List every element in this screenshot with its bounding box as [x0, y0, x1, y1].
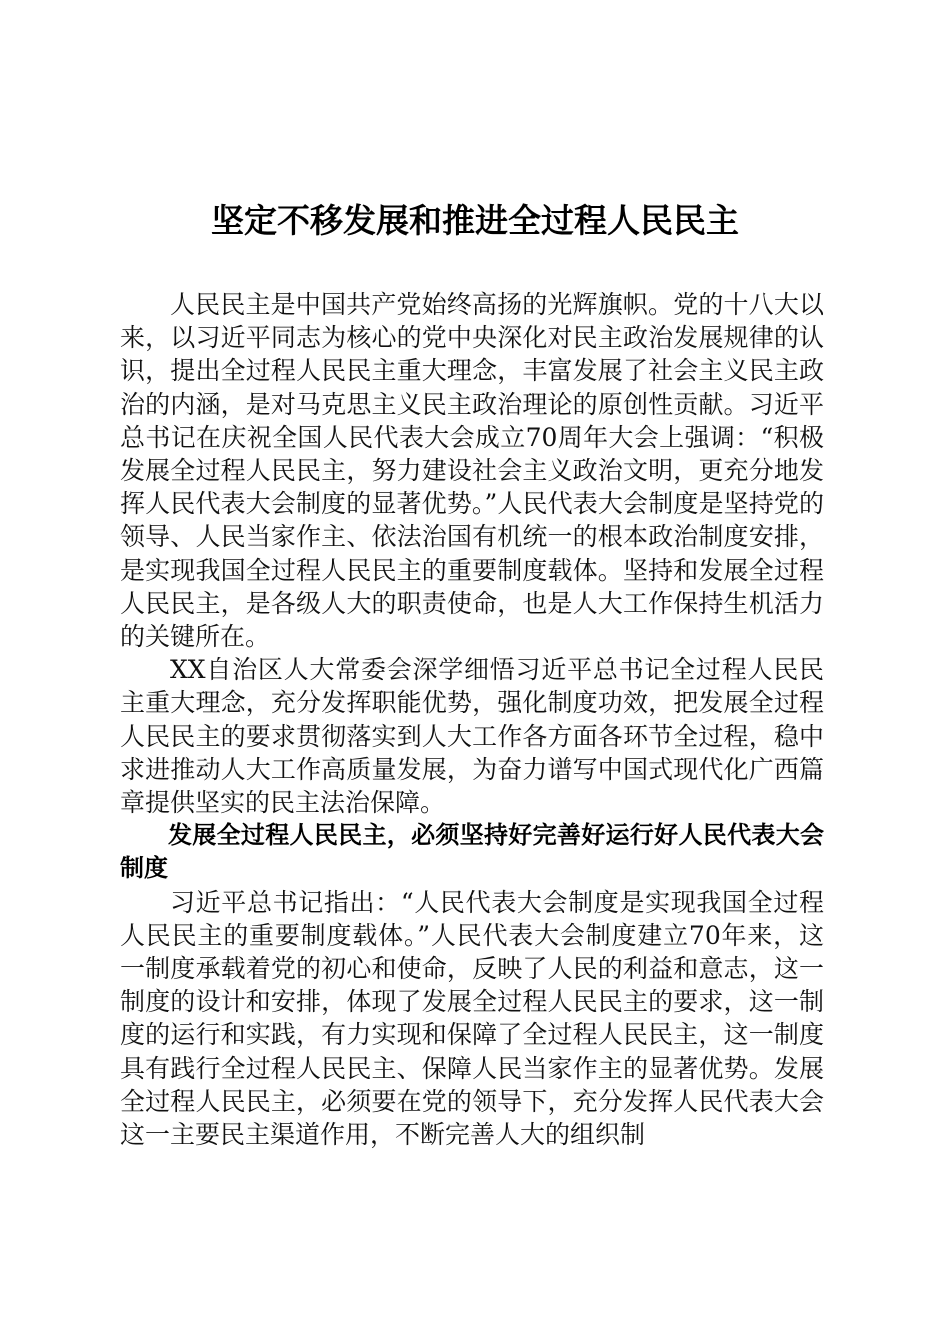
paragraph-intro: 人民民主是中国共产党始终高扬的光辉旗帜。党的十八大以来，以习近平同志为核心的党中央深化对民主政治发展规律的认识，提出全过程人民民主重大理念，丰富发展了社会主义民主政治的内涵，是对马克思主义民主政治理论的原创性贡献。习近平总书记在庆祝全国人民代表大会成立70周年大会上强调：“积极发展全过程人民民主，努力建设社会主义政治文明，更充分地发挥人民代表大会制度的显著优势。”人民代表大会制度是坚持党的领导、人民当家作主、依法治国有机统一的根本政治制度安排，是实现我国全过程人民民主的重要制度载体。坚持和发展全过程人民民主，是各级人大的职责使命，也是人大工作保持生机活力的关键所在。	[120, 290, 824, 652]
paragraph-xx-region: XX自治区人大常委会深学细悟习近平总书记全过程人民民主重大理念，充分发挥职能优势，强化制度功效，把发展全过程人民民主的要求贯彻落实到人大工作各方面各环节全过程，稳中求进推动人大工作高质量发展，为奋力谱写中国式现代化广西篇章提供坚实的民主法治保障。	[120, 655, 824, 818]
paragraph-section-1: 习近平总书记指出：“人民代表大会制度是实现我国全过程人民民主的重要制度载体。”人民代表大会制度建立70年来，这一制度承载着党的初心和使命，反映了人民的利益和意志，这一制度的设计和安排，体现了发展全过程人民民主的要求，这一制度的运行和实践，有力实现和保障了全过程人民民主，这一制度具有践行全过程人民民主、保障人民当家作主的显著优势。发展全过程人民民主，必须要在党的领导下，充分发挥人民代表大会这一主要民主渠道作用，不断完善人大的组织制	[120, 887, 824, 1150]
section-heading: 发展全过程人民民主，必须坚持好完善好运行好人民代表大会制度	[120, 821, 824, 883]
document-title: 坚定不移发展和推进全过程人民民主	[211, 201, 739, 240]
document-body	[120, 288, 824, 1151]
